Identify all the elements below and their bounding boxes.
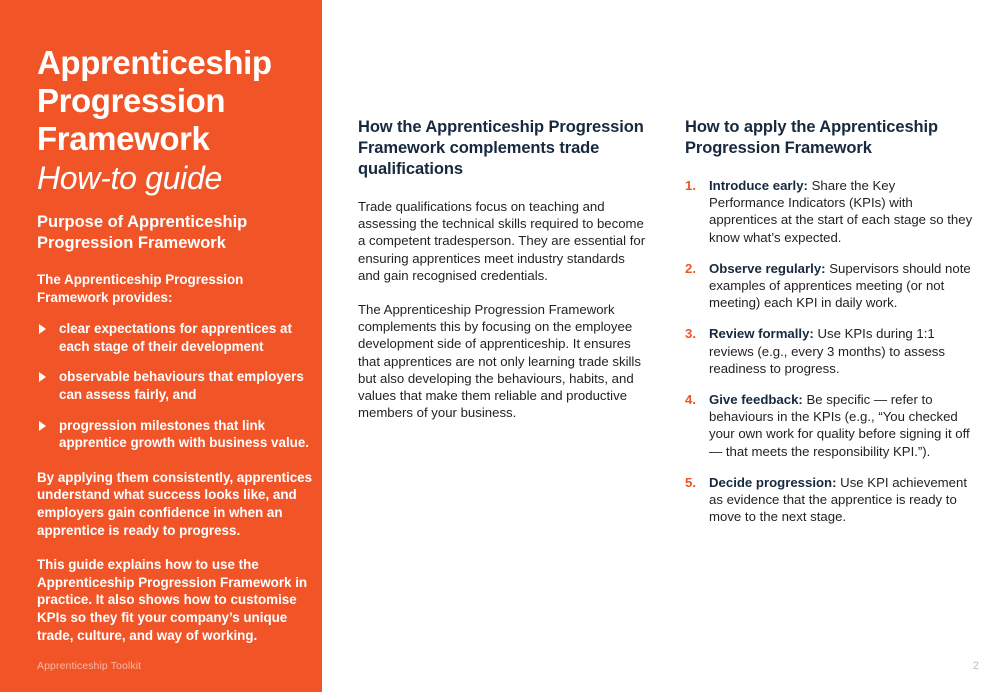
sidebar-footer-label: Apprenticeship Toolkit (37, 660, 142, 672)
sidebar-paragraph-1: By applying them consistently, apprentices understand what success looks like, and employers gain confidence in when an apprentice is ready to progress. (37, 469, 313, 538)
triangle-right-icon (39, 324, 46, 334)
step-lead-label: Decide progression: (709, 474, 837, 490)
list-item (37, 320, 315, 355)
triangle-right-icon (39, 372, 46, 382)
step-lead-label: Observe regularly: (709, 260, 826, 276)
list-item (685, 260, 973, 312)
document-title: Apprenticeship Progression Framework (37, 44, 272, 157)
step-text: Supervisors should note examples of apprentices meeting (or not meeting) each KPI in daily work. (709, 260, 971, 311)
list-item (685, 391, 973, 460)
page-number: 2 (972, 660, 979, 672)
document-subtitle: How-to guide (37, 160, 222, 196)
step-lead-label: Give feedback: (709, 392, 803, 408)
step-text: Use KPI achievement as evidence that the apprentice is ready to move to the next stage. (709, 474, 967, 525)
column-middle-heading: How the Apprenticeship Progression Framework complements trade qualifications (358, 118, 644, 178)
list-item (685, 325, 973, 377)
list-item-label: progression milestones that link apprentice growth with business value. (59, 417, 310, 451)
column-middle-paragraph-2: The Apprenticeship Progression Framework complements this by focusing on the employee development side of apprenticeship. It ensures that apprentices are not only learning trade skills but also developing the behaviours, habits, and values that make them reliable and productive members of your business. (358, 302, 641, 421)
step-text: Use KPIs during 1:1 reviews (e.g., every 3 months) to assess readiness to progress. (709, 326, 945, 376)
step-number: 1. (685, 178, 696, 193)
list-item (685, 177, 973, 246)
sidebar-bullet-list (37, 320, 315, 452)
apply-steps-list (685, 177, 973, 525)
step-lead-label: Introduce early: (709, 178, 808, 193)
step-number: 2. (685, 260, 696, 276)
sidebar-content (37, 44, 315, 644)
column-right-heading: How to apply the Apprenticeship Progression Framework (685, 118, 938, 157)
step-lead-label: Review formally: (709, 326, 814, 342)
step-number: 4. (685, 392, 696, 408)
triangle-right-icon (39, 421, 46, 431)
list-item-label: observable behaviours that employers can assess fairly, and (59, 369, 304, 402)
list-item-label: clear expectations for apprentices at each stage of their development (59, 321, 292, 354)
step-text: Share the Key Performance Indicators (KPIs) with apprentices at the start of each stage so they know what’s expected. (709, 178, 973, 245)
sidebar-panel (0, 0, 322, 692)
list-item (37, 417, 315, 452)
sidebar-paragraph-2: This guide explains how to use the Apprenticeship Progression Framework in practice. It also shows how to customise KPIs so they fit your company’s unique trade, culture, and way of working. (37, 557, 308, 643)
content-area (322, 0, 999, 692)
sidebar-intro-paragraph: The Apprenticeship Progression Framework provides: (37, 272, 244, 305)
step-number: 5. (685, 474, 696, 490)
step-number: 3. (685, 326, 696, 342)
column-right (685, 117, 973, 525)
step-text: Be specific — refer to behaviours in the KPIs (e.g., “You checked your own work for quality before signing it off — that meets the responsibility KPI.”). (709, 392, 970, 459)
purpose-heading: Purpose of Apprenticeship Progression Framework (37, 213, 248, 252)
column-middle-paragraph-1: Trade qualifications focus on teaching and assessing the technical skills required to become a competent tradesperson. They are essential for ensuring apprentices meet industry standards and gain recognised credentials. (358, 199, 646, 283)
column-middle (358, 117, 646, 421)
list-item (685, 474, 973, 526)
list-item (37, 368, 315, 403)
